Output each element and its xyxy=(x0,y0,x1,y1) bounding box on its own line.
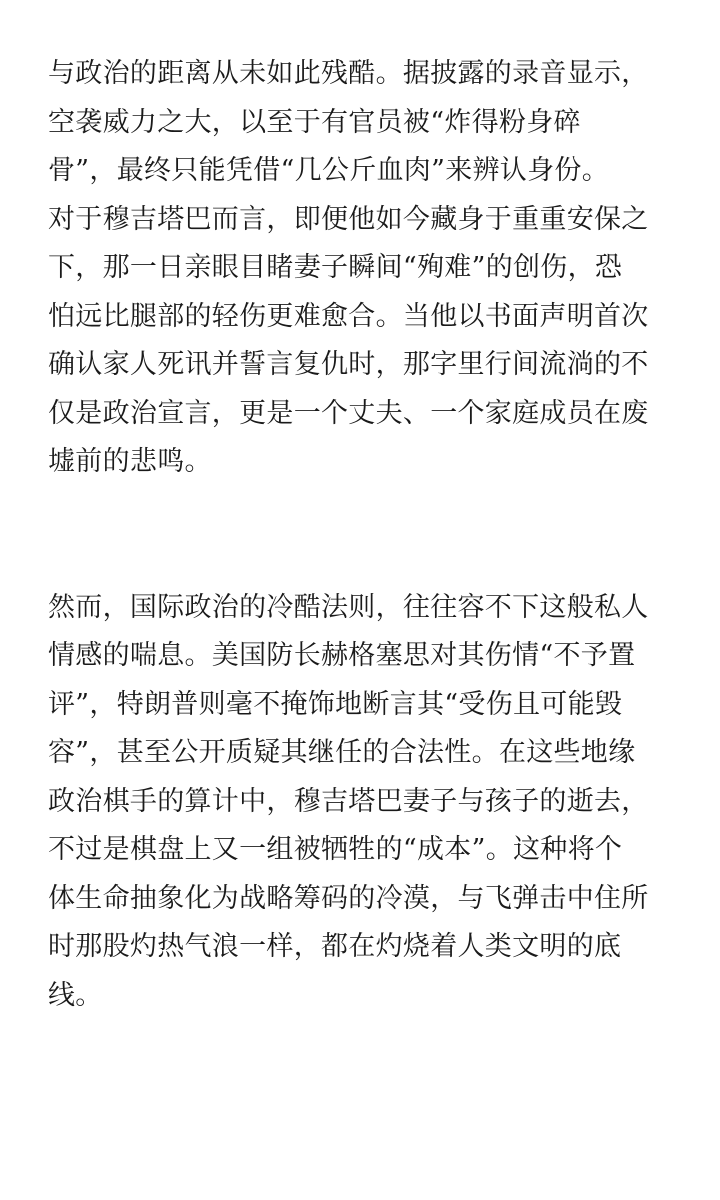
text-line: 线。 xyxy=(48,979,103,1011)
paragraph-2 xyxy=(48,584,678,1021)
text-line: 下，那一日亲眼目睹妻子瞬间“殉难”的创伤，恐 xyxy=(48,252,623,283)
text-line: 容”，甚至公开质疑其继任的合法性。在这些地缘 xyxy=(48,737,636,768)
text-line: 仅是政治宣言，更是一个丈夫、一个家庭成员在废 xyxy=(48,397,649,429)
text-line: 情感的喘息。美国防长赫格塞思对其伤情“不予置 xyxy=(48,640,636,671)
article-body xyxy=(48,50,678,1020)
text-line: 对于穆吉塔巴而言，即便他如今藏身于重重安保之 xyxy=(48,203,649,235)
text-line: 确认家人死讯并誓言复仇时，那字里行间流淌的不 xyxy=(48,349,649,380)
text-line: 空袭威力之大，以至于有官员被“炸得粉身碎 xyxy=(48,106,581,138)
text-line: 与政治的距离从未如此残酷。据披露的录音显示， xyxy=(48,58,649,89)
paragraph-1 xyxy=(48,50,678,487)
text-line: 不过是棋盘上又一组被牺牲的“成本”。这种将个 xyxy=(48,834,623,865)
paragraph-spacer xyxy=(48,487,678,584)
text-line: 时那股灼热气浪一样，都在灼烧着人类文明的底 xyxy=(48,931,622,962)
text-line: 评”，特朗普则毫不掩饰地断言其“受伤且可能毁 xyxy=(48,688,623,720)
text-line: 怕远比腿部的轻伤更难愈合。当他以书面声明首次 xyxy=(48,300,649,332)
text-line: 骨”，最终只能凭借“几公斤血肉”来辨认身份。 xyxy=(48,155,610,186)
text-line: 体生命抽象化为战略筹码的冷漠，与飞弹击中住所 xyxy=(48,882,649,914)
text-line: 政治棋手的算计中，穆吉塔巴妻子与孩子的逝去， xyxy=(48,785,649,817)
text-line: 然而，国际政治的冷酷法则，往往容不下这般私人 xyxy=(48,591,649,623)
text-line: 墟前的悲鸣。 xyxy=(48,446,212,477)
